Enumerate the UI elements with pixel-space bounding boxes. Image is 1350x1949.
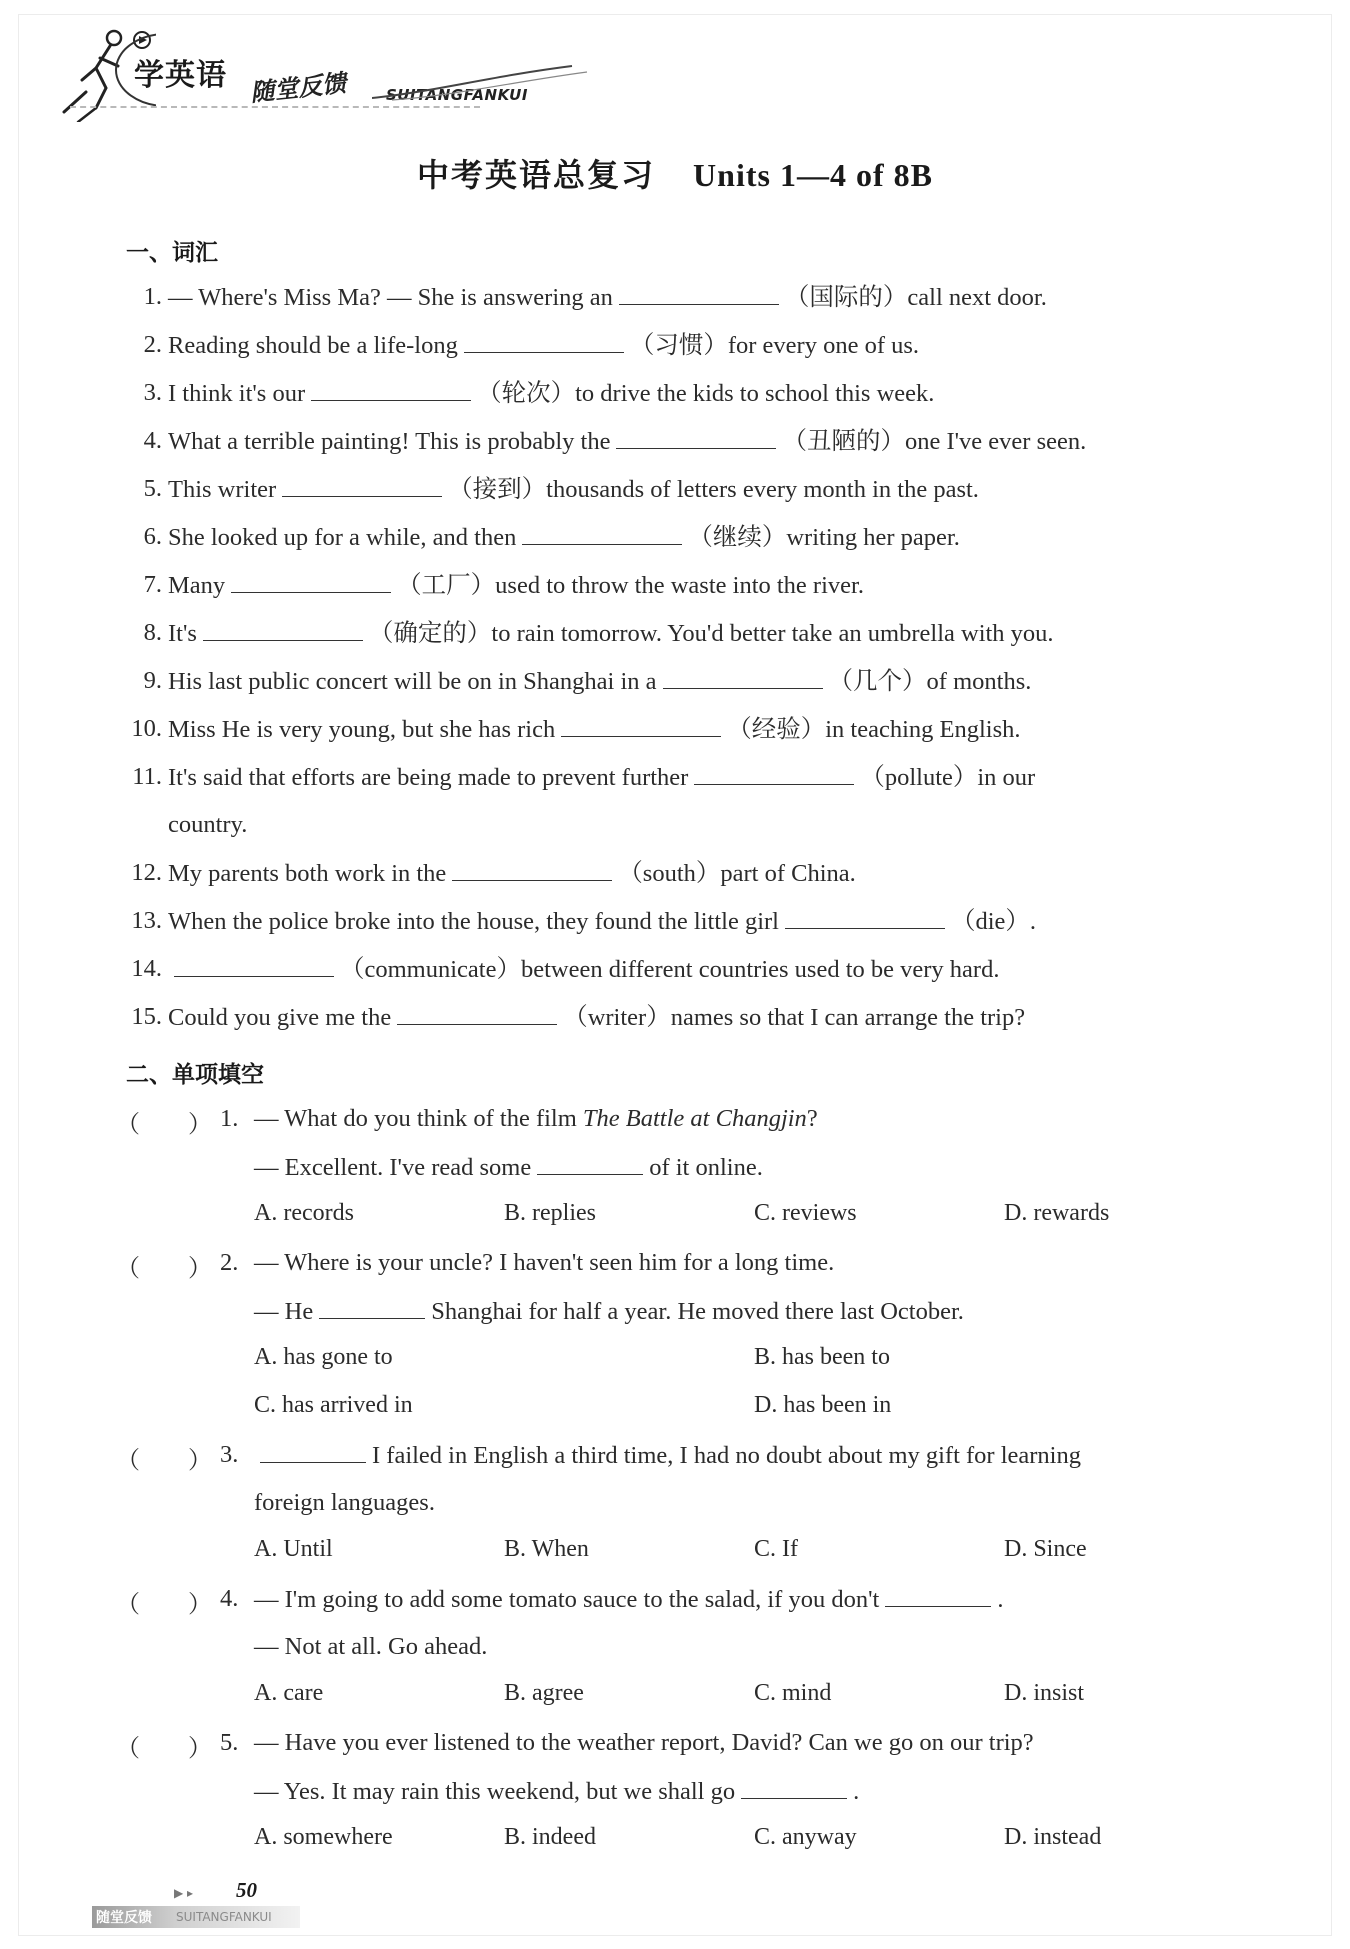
page-number: 50 bbox=[236, 1878, 257, 1902]
item-text bbox=[168, 954, 999, 985]
answer-blank[interactable] bbox=[174, 954, 334, 977]
question-number: 5. bbox=[220, 1729, 239, 1756]
item-text bbox=[168, 618, 1054, 649]
answer-blank[interactable] bbox=[616, 426, 776, 449]
answer-bracket[interactable]: （ ） bbox=[116, 1112, 212, 1138]
item-text bbox=[168, 762, 1035, 793]
section-vocabulary-heading: 一、词汇 bbox=[126, 240, 218, 266]
item-hint: （习惯）for every one of us. bbox=[629, 332, 920, 359]
answer-blank[interactable] bbox=[464, 330, 624, 353]
item-text bbox=[168, 1002, 1025, 1033]
footer-arrow-icon: ▶ ▸ bbox=[174, 1886, 194, 1900]
item-prompt: My parents both work in the bbox=[168, 860, 447, 887]
question-text: — He bbox=[254, 1298, 314, 1325]
option-d[interactable]: D. insist bbox=[1004, 1680, 1085, 1706]
item-number: 15. bbox=[131, 1003, 162, 1030]
item-text bbox=[168, 570, 864, 601]
question-text: — Have you ever listened to the weather report, David? Can we go on our trip? bbox=[254, 1729, 1034, 1756]
question-line bbox=[254, 1584, 1003, 1615]
answer-blank[interactable] bbox=[311, 378, 471, 401]
item-hint: （south）part of China. bbox=[618, 860, 856, 887]
item-text bbox=[168, 522, 960, 553]
option-d[interactable]: D. rewards bbox=[1004, 1200, 1110, 1226]
option-c[interactable]: C. If bbox=[754, 1536, 798, 1562]
item-number: 11. bbox=[132, 763, 162, 790]
item-prompt: It's bbox=[168, 620, 197, 647]
logo-swoosh-icon bbox=[372, 62, 592, 102]
question-end: ? bbox=[806, 1105, 818, 1132]
item-hint: （writer）names so that I can arrange the trip? bbox=[563, 1004, 1026, 1031]
item-text bbox=[168, 474, 979, 505]
item-number: 2. bbox=[143, 331, 162, 358]
item-number: 3. bbox=[143, 379, 162, 406]
item-text bbox=[168, 906, 1036, 937]
item-prompt: Could you give me the bbox=[168, 1004, 392, 1031]
option-a[interactable]: A. records bbox=[254, 1200, 354, 1226]
answer-blank[interactable] bbox=[319, 1296, 425, 1319]
item-continuation: country. bbox=[168, 811, 248, 838]
item-prompt: She looked up for a while, and then bbox=[168, 524, 517, 551]
item-prompt: When the police broke into the house, they found the little girl bbox=[168, 908, 779, 935]
answer-blank[interactable] bbox=[452, 858, 612, 881]
answer-blank[interactable] bbox=[397, 1002, 557, 1025]
question-number: 3. bbox=[220, 1441, 239, 1468]
item-hint: （工厂）used to throw the waste into the river. bbox=[397, 572, 864, 599]
question-text: — Not at all. Go ahead. bbox=[254, 1633, 488, 1660]
option-a[interactable]: A. care bbox=[254, 1680, 324, 1706]
item-number: 12. bbox=[131, 859, 162, 886]
item-hint: （经验）in teaching English. bbox=[727, 716, 1021, 743]
option-a[interactable]: A. Until bbox=[254, 1536, 333, 1562]
answer-blank[interactable] bbox=[785, 906, 945, 929]
item-number: 6. bbox=[143, 523, 162, 550]
option-d[interactable]: D. Since bbox=[1004, 1536, 1087, 1562]
title-english: Units 1—4 of 8B bbox=[693, 157, 933, 193]
item-prompt: Many bbox=[168, 572, 226, 599]
answer-blank[interactable] bbox=[522, 522, 682, 545]
option-b[interactable]: B. agree bbox=[504, 1680, 584, 1706]
question-line bbox=[254, 1248, 834, 1278]
option-c[interactable]: C. anyway bbox=[754, 1824, 857, 1850]
option-c[interactable]: C. reviews bbox=[754, 1200, 857, 1226]
question-text: . bbox=[853, 1778, 860, 1805]
logo-english-text: SUITANGFANKUI bbox=[386, 86, 528, 104]
question-line-2 bbox=[254, 1488, 435, 1518]
question-line bbox=[254, 1104, 818, 1134]
question-line-2 bbox=[254, 1296, 964, 1327]
question-text: — Excellent. I've read some bbox=[254, 1154, 532, 1181]
vocab-item-continued bbox=[168, 810, 247, 840]
page-title bbox=[0, 150, 1350, 196]
item-text bbox=[168, 330, 919, 361]
item-hint: （communicate）between different countries used to be very hard. bbox=[340, 956, 1000, 983]
answer-blank[interactable] bbox=[537, 1152, 643, 1175]
item-number: 5. bbox=[143, 475, 162, 502]
answer-blank[interactable] bbox=[663, 666, 823, 689]
item-prompt: What a terrible painting! This is probably the bbox=[168, 428, 611, 455]
option-b[interactable]: B. When bbox=[504, 1536, 589, 1562]
footer-english: SUITANGFANKUI bbox=[176, 1910, 272, 1924]
answer-blank[interactable] bbox=[741, 1776, 847, 1799]
item-hint: （pollute）in our bbox=[860, 764, 1036, 791]
item-number: 7. bbox=[143, 571, 162, 598]
item-text bbox=[168, 714, 1021, 745]
item-prompt: It's said that efforts are being made to prevent further bbox=[168, 764, 689, 791]
item-number: 8. bbox=[143, 619, 162, 646]
film-title: The Battle at Changjin bbox=[582, 1105, 807, 1132]
logo-sub-text: 随堂反馈 bbox=[249, 69, 348, 107]
item-hint: （继续）writing her paper. bbox=[688, 524, 960, 551]
item-prompt: This writer bbox=[168, 476, 277, 503]
question-text: — What do you think of the film bbox=[254, 1105, 583, 1132]
option-c[interactable]: C. mind bbox=[754, 1680, 832, 1706]
option-a[interactable]: A. has gone to bbox=[254, 1344, 393, 1370]
item-text bbox=[168, 426, 1086, 457]
item-number: 10. bbox=[131, 715, 162, 742]
question-text: foreign languages. bbox=[254, 1489, 435, 1516]
item-prompt: Miss He is very young, but she has rich bbox=[168, 716, 556, 743]
header-dashed-line bbox=[70, 106, 480, 108]
item-number: 4. bbox=[143, 427, 162, 454]
item-number: 1. bbox=[143, 283, 162, 310]
item-prompt: Reading should be a life-long bbox=[168, 332, 458, 359]
logo-main-text: 学英语 bbox=[134, 58, 227, 93]
answer-blank[interactable] bbox=[260, 1440, 366, 1463]
item-hint: （接到）thousands of letters every month in the past. bbox=[448, 476, 979, 503]
option-a[interactable]: A. somewhere bbox=[254, 1824, 393, 1850]
question-text: Shanghai for half a year. He moved there last October. bbox=[431, 1298, 964, 1325]
option-b[interactable]: B. indeed bbox=[504, 1824, 596, 1850]
option-c[interactable]: C. has arrived in bbox=[254, 1392, 413, 1418]
item-number: 14. bbox=[131, 955, 162, 982]
answer-bracket[interactable]: （ ） bbox=[116, 1736, 212, 1762]
item-text bbox=[168, 282, 1047, 313]
question-end: . bbox=[997, 1586, 1004, 1613]
item-text bbox=[168, 858, 856, 889]
item-prompt: His last public concert will be on in Shanghai in a bbox=[168, 668, 657, 695]
option-b[interactable]: B. has been to bbox=[754, 1344, 890, 1370]
answer-bracket[interactable]: （ ） bbox=[116, 1592, 212, 1618]
title-chinese: 中考英语总复习 bbox=[417, 156, 656, 194]
question-text: I failed in English a third time, I had no doubt about my gift for learning bbox=[372, 1442, 1081, 1469]
question-line-2 bbox=[254, 1776, 859, 1807]
question-line-2 bbox=[254, 1152, 763, 1183]
answer-blank[interactable] bbox=[694, 762, 854, 785]
question-number: 4. bbox=[220, 1585, 239, 1612]
option-d[interactable]: D. has been in bbox=[754, 1392, 892, 1418]
option-d[interactable]: D. instead bbox=[1004, 1824, 1102, 1850]
answer-bracket[interactable]: （ ） bbox=[116, 1256, 212, 1282]
answer-blank[interactable] bbox=[885, 1584, 991, 1607]
item-text bbox=[168, 378, 934, 409]
item-number: 9. bbox=[143, 667, 162, 694]
question-number: 1. bbox=[220, 1105, 239, 1132]
answer-bracket[interactable]: （ ） bbox=[116, 1448, 212, 1474]
section-choice-heading: 二、单项填空 bbox=[126, 1062, 264, 1088]
option-b[interactable]: B. replies bbox=[504, 1200, 596, 1226]
question-text: of it online. bbox=[649, 1154, 763, 1181]
item-hint: （丑陋的）one I've ever seen. bbox=[782, 428, 1087, 455]
item-hint: （国际的）call next door. bbox=[784, 284, 1047, 311]
question-text: — I'm going to add some tomato sauce to the salad, if you don't bbox=[254, 1586, 880, 1613]
question-line bbox=[254, 1440, 1081, 1471]
question-text: — Yes. It may rain this weekend, but we shall go bbox=[254, 1778, 736, 1805]
footer-chinese: 随堂反馈 bbox=[96, 1910, 152, 1926]
item-hint: （die）. bbox=[950, 908, 1037, 935]
item-number: 13. bbox=[131, 907, 162, 934]
item-hint: （确定的）to rain tomorrow. You'd better take an umbrella with you. bbox=[368, 620, 1054, 647]
answer-blank[interactable] bbox=[619, 282, 779, 305]
question-line bbox=[254, 1728, 1034, 1758]
item-text bbox=[168, 666, 1031, 697]
item-hint: （几个）of months. bbox=[828, 668, 1032, 695]
question-text: — Where is your uncle? I haven't seen him for a long time. bbox=[254, 1249, 835, 1276]
answer-blank[interactable] bbox=[561, 714, 721, 737]
item-hint: （轮次）to drive the kids to school this week. bbox=[477, 380, 935, 407]
answer-blank[interactable] bbox=[231, 570, 391, 593]
answer-blank[interactable] bbox=[282, 474, 442, 497]
item-prompt: I think it's our bbox=[168, 380, 306, 407]
answer-blank[interactable] bbox=[203, 618, 363, 641]
item-prompt: — Where's Miss Ma? — She is answering an bbox=[168, 284, 613, 311]
question-line-2 bbox=[254, 1632, 487, 1662]
question-number: 2. bbox=[220, 1249, 239, 1276]
